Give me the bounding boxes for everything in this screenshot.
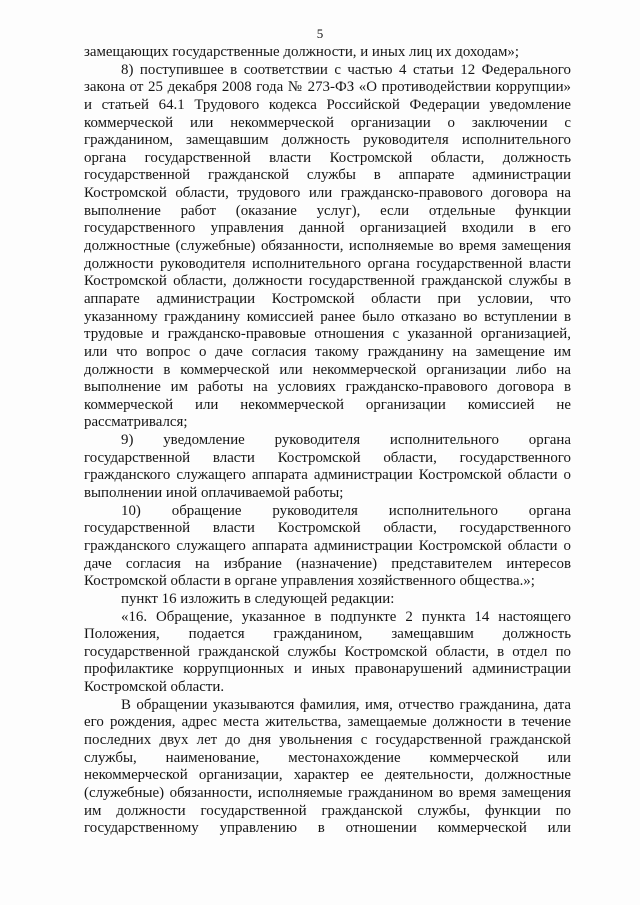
text-line: гражданского служащего аппарата администрации Костромской области о — [84, 467, 571, 484]
text-line: государственному управлению в отношении коммерческой или — [84, 820, 571, 837]
text-line: и статьей 64.1 Трудового кодекса Российской Федерации уведомление — [84, 96, 571, 113]
text-line: государственной власти Костромской области, государственного — [84, 520, 571, 537]
text-line: государственной гражданской службы Костромской области, в отдел по — [84, 643, 571, 660]
text-line: 8) поступившее в соответствии с частью 4 статьи 12 Федерального — [121, 61, 571, 78]
text-line: 10) обращение руководителя исполнительного органа — [121, 502, 571, 519]
text-line: органа государственной власти Костромской области, должность — [84, 149, 571, 166]
text-line: Костромской области, трудового или гражданско-правового договора на — [84, 185, 571, 202]
text-line: Костромской области в органе управления хозяйственного общества.»; — [84, 573, 535, 590]
text-line: 9) уведомление руководителя исполнительного органа — [121, 432, 571, 449]
text-line: некоммерческой организации, характер ее деятельности, должностные — [84, 767, 571, 784]
text-line: выполнение работ (оказание услуг), если отдельные функции — [84, 202, 571, 219]
text-line: последних двух лет до дня увольнения с государственной гражданской — [84, 731, 571, 748]
text-line: рассматривался; — [84, 414, 188, 431]
text-line: гражданского служащего аппарата администрации Костромской области о — [84, 537, 571, 554]
text-line: должности в коммерческой или некоммерческой организации либо на — [84, 361, 571, 378]
page-number: 5 — [316, 26, 324, 41]
text-line: службы, наименование, местонахождение коммерческой или — [84, 749, 571, 766]
text-line: государственного управления данной организацией входили в его — [84, 220, 571, 237]
text-line: гражданином, замещавшим должность руководителя исполнительного — [84, 132, 571, 149]
text-line: указанному гражданину комиссией ранее было отказано во вступлении в — [84, 308, 571, 325]
text-line: коммерческой или некоммерческой организации комиссией не — [84, 396, 571, 413]
text-line: должности руководителя исполнительного органа государственной власти — [84, 255, 571, 272]
text-line: трудовые и гражданско-правовые отношения с указанной организацией, — [84, 326, 571, 343]
text-line: замещающих государственные должности, и иных лиц их доходам»; — [84, 44, 519, 60]
text-line: даче согласия на избрание (назначение) представителем интересов — [84, 555, 571, 572]
text-line: его рождения, адрес места жительства, замещаемые должности в течение — [84, 714, 571, 731]
text-line: В обращении указываются фамилия, имя, отчество гражданина, дата — [121, 696, 571, 713]
text-line: выполнение им работы на условиях гражданско-правового договора в — [84, 379, 571, 396]
text-line: государственной власти Костромской области, государственного — [84, 449, 571, 466]
text-line: пункт 16 изложить в следующей редакции: — [121, 590, 395, 607]
text-line: аппарате администрации Костромской области при условии, что — [84, 290, 571, 307]
text-line: выполнении иной оплачиваемой работы; — [84, 485, 344, 502]
text-line: должностные (служебные) обязанности, исполняемые во время замещения — [84, 238, 571, 255]
text-line: профилактике коррупционных и иных правонарушений администрации — [84, 661, 571, 678]
text-line: (служебные) обязанности, исполняемые гражданином во время замещения — [84, 784, 571, 801]
text-line: коммерческой или некоммерческой организации о заключении с — [84, 114, 571, 131]
document-text-body — [84, 44, 571, 838]
text-line: Костромской области, должности государственной гражданской службы в — [84, 273, 571, 290]
text-line: или что вопрос о даче согласия такому гражданину на замещение им — [84, 343, 571, 360]
text-line: им должности государственной гражданской службы, функции по — [84, 802, 571, 819]
text-line: Положения, подается гражданином, замещавшим должность — [84, 626, 571, 643]
text-line: закона от 25 декабря 2008 года № 273-ФЗ «О противодействии коррупции» — [84, 79, 571, 96]
text-line: государственной гражданской службы в аппарате администрации — [84, 167, 571, 184]
text-line: Костромской области. — [84, 679, 225, 696]
text-line: «16. Обращение, указанное в подпункте 2 пункта 14 настоящего — [121, 608, 571, 625]
